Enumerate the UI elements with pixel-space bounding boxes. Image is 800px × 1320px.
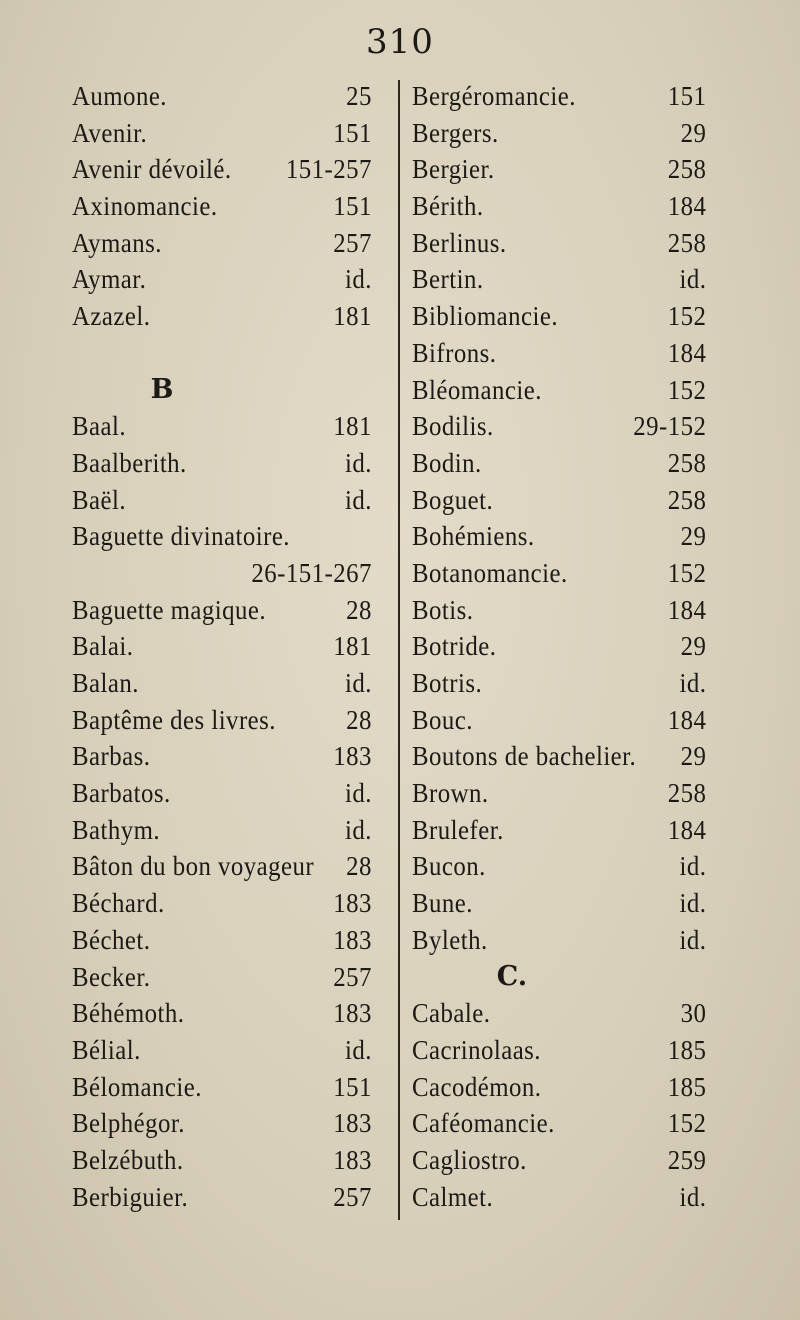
entry-term: Bodilis. xyxy=(412,411,494,442)
blank-line xyxy=(72,335,402,372)
index-entry xyxy=(72,555,376,592)
index-entry xyxy=(72,848,376,885)
entry-page-ref: 28 xyxy=(346,851,372,882)
entry-term: Bifrons. xyxy=(412,337,497,368)
entry-page-ref: 183 xyxy=(333,924,372,955)
entry-page-ref: 184 xyxy=(667,814,707,845)
entry-page-ref: 151 xyxy=(333,117,372,148)
entry-term: Becker. xyxy=(72,961,151,992)
index-entry xyxy=(412,225,706,262)
entry-page-ref: id. xyxy=(344,264,372,295)
index-entry xyxy=(412,298,706,335)
index-entry xyxy=(412,372,706,409)
index-entry xyxy=(72,225,376,262)
entry-term: Botris. xyxy=(412,668,483,698)
index-entry xyxy=(412,482,706,519)
entry-page-ref: id. xyxy=(679,888,707,919)
column-divider xyxy=(398,80,400,1220)
entry-page-ref: id. xyxy=(344,447,372,478)
entry-term: Bérith. xyxy=(412,191,484,222)
entry-page-ref: 152 xyxy=(667,301,707,332)
entry-term: Balai. xyxy=(72,631,134,662)
entry-term: Baptême des livres. xyxy=(72,704,276,735)
index-entry xyxy=(412,115,706,152)
index-entry xyxy=(412,78,706,115)
entry-term: Baguette magique. xyxy=(72,594,267,625)
entry-term: Béchet. xyxy=(72,924,151,955)
entry-page-ref: 183 xyxy=(333,888,372,919)
index-entry xyxy=(412,555,706,592)
entry-term: Béhémoth. xyxy=(72,998,185,1029)
entry-term: Boguet. xyxy=(412,484,494,515)
entry-term: Bergéromancie. xyxy=(412,81,576,111)
index-entry xyxy=(412,665,706,702)
entry-page-ref: 184 xyxy=(667,704,707,735)
entry-page-ref: 29 xyxy=(680,741,707,772)
entry-page-ref: 258 xyxy=(667,778,707,809)
entry-page-ref: id. xyxy=(679,924,707,955)
index-entry xyxy=(412,922,706,959)
index-entry xyxy=(412,738,706,775)
entry-page-ref: 183 xyxy=(333,741,372,772)
entry-term: Bohémiens. xyxy=(412,521,535,552)
index-entry xyxy=(412,1142,706,1179)
index-entry xyxy=(72,738,376,775)
entry-page-ref: 29 xyxy=(680,521,707,552)
index-entry xyxy=(72,1032,376,1069)
index-entry xyxy=(72,775,376,812)
entry-term: Botis. xyxy=(412,594,474,625)
entry-term: Calmet. xyxy=(412,1181,494,1212)
entry-page-ref: 183 xyxy=(333,1108,372,1139)
entry-term: Baalberith. xyxy=(72,447,187,478)
entry-term: Botride. xyxy=(412,631,497,662)
entry-page-ref: 29 xyxy=(680,631,707,662)
entry-page-ref: 152 xyxy=(667,1108,707,1139)
entry-page-ref: id. xyxy=(344,668,372,698)
entry-page-ref: 181 xyxy=(333,301,372,332)
index-entry xyxy=(412,261,706,298)
index-entry xyxy=(72,1142,376,1179)
entry-page-ref: 257 xyxy=(333,961,372,992)
index-entry xyxy=(72,702,376,739)
page-number: 310 xyxy=(366,22,434,62)
entry-page-ref: id. xyxy=(679,264,707,295)
index-entry xyxy=(72,812,376,849)
entry-term: Bergier. xyxy=(412,154,495,185)
entry-page-ref: id. xyxy=(344,1034,372,1065)
entry-page-ref: 26-151-267 xyxy=(251,557,372,588)
entry-term: Aymar. xyxy=(72,264,147,295)
entry-page-ref: 258 xyxy=(667,154,707,185)
index-entry xyxy=(412,775,706,812)
entry-page-ref: 30 xyxy=(680,998,707,1029)
entry-term: Belzébuth. xyxy=(72,1144,184,1175)
index-entry xyxy=(412,592,706,629)
entry-page-ref: 152 xyxy=(667,557,707,588)
entry-page-ref: 259 xyxy=(667,1144,707,1175)
index-entry xyxy=(72,1179,376,1216)
index-entry xyxy=(412,151,706,188)
entry-page-ref: id. xyxy=(344,778,372,809)
entry-page-ref: 29-152 xyxy=(633,411,707,442)
entry-term: Avenir. xyxy=(72,117,148,148)
index-entry xyxy=(72,1105,376,1142)
section-letter-heading: C. xyxy=(496,960,528,992)
entry-page-ref: 28 xyxy=(346,704,372,735)
entry-page-ref: 184 xyxy=(667,594,707,625)
entry-term: Cacodémon. xyxy=(412,1071,542,1102)
index-entry xyxy=(412,408,706,445)
index-entry xyxy=(412,1179,706,1216)
entry-term: Byleth. xyxy=(412,924,488,955)
index-entry xyxy=(72,885,376,922)
entry-term: Bibliomancie. xyxy=(412,301,559,332)
entry-page-ref: 258 xyxy=(667,447,707,478)
index-entry xyxy=(72,298,376,335)
index-entry xyxy=(72,592,376,629)
index-entry xyxy=(412,702,706,739)
entry-term: Aymans. xyxy=(72,227,162,258)
entry-term: Brulefer. xyxy=(412,814,504,845)
entry-term: Aumone. xyxy=(72,81,167,111)
entry-page-ref: 185 xyxy=(667,1034,707,1065)
index-entry xyxy=(412,1105,706,1142)
entry-page-ref: id. xyxy=(679,1181,707,1212)
index-entry xyxy=(72,518,376,555)
entry-page-ref: id. xyxy=(679,668,707,698)
entry-term: Bune. xyxy=(412,888,473,919)
index-entry xyxy=(72,188,376,225)
index-entry xyxy=(412,995,706,1032)
index-entry xyxy=(72,445,376,482)
index-entry xyxy=(412,188,706,225)
entry-term: Berbiguier. xyxy=(72,1181,189,1212)
entry-term: Brown. xyxy=(412,778,489,809)
section-letter-heading: B xyxy=(150,373,174,405)
entry-page-ref: 151 xyxy=(667,81,707,111)
entry-page-ref: 258 xyxy=(667,227,707,258)
index-entry xyxy=(72,665,376,702)
entry-term: Baal. xyxy=(72,411,127,442)
entry-term: Bâton du bon voyageur xyxy=(72,851,315,882)
entry-term: Bélomancie. xyxy=(72,1071,202,1102)
index-entry xyxy=(72,482,376,519)
entry-page-ref: 181 xyxy=(333,411,372,442)
entry-term: Cabale. xyxy=(412,998,491,1029)
entry-term: Bucon. xyxy=(412,851,486,882)
entry-term: Baël. xyxy=(72,484,127,515)
entry-page-ref: 152 xyxy=(667,374,707,405)
entry-term: Barbatos. xyxy=(72,778,171,809)
entry-term: Bergers. xyxy=(412,117,499,148)
entry-page-ref: id. xyxy=(344,484,372,515)
index-entry xyxy=(412,1032,706,1069)
entry-page-ref: 257 xyxy=(333,1181,372,1212)
entry-page-ref: id. xyxy=(679,851,707,882)
index-entry xyxy=(412,518,706,555)
entry-term: Bodin. xyxy=(412,447,482,478)
index-entry xyxy=(72,261,376,298)
entry-page-ref: id. xyxy=(344,814,372,845)
index-entry xyxy=(72,1069,376,1106)
entry-page-ref: 183 xyxy=(333,998,372,1029)
entry-term: Barbas. xyxy=(72,741,151,772)
entry-term: Bouc. xyxy=(412,704,473,735)
entry-page-ref: 28 xyxy=(346,594,372,625)
entry-page-ref: 151-257 xyxy=(285,154,372,185)
index-column-left xyxy=(72,78,402,1215)
entry-term: Avenir dévoilé. xyxy=(72,154,232,185)
index-entry xyxy=(412,628,706,665)
entry-term: Caféomancie. xyxy=(412,1108,555,1139)
entry-term: Berlinus. xyxy=(412,227,507,258)
index-entry xyxy=(72,922,376,959)
index-entry xyxy=(412,885,706,922)
index-entry xyxy=(72,115,376,152)
entry-term: Béchard. xyxy=(72,888,165,919)
entry-term: Axinomancie. xyxy=(72,191,218,222)
index-entry xyxy=(412,812,706,849)
entry-page-ref: 257 xyxy=(333,227,372,258)
index-entry xyxy=(72,78,376,115)
index-column-right xyxy=(412,78,732,1215)
entry-page-ref: 184 xyxy=(667,337,707,368)
index-entry xyxy=(72,408,376,445)
entry-term: Boutons de bachelier. xyxy=(412,741,637,772)
entry-term: Azazel. xyxy=(72,301,151,332)
index-entry xyxy=(72,959,376,996)
index-entry xyxy=(412,335,706,372)
entry-page-ref: 258 xyxy=(667,484,707,515)
index-entry xyxy=(72,628,376,665)
entry-term: Belphégor. xyxy=(72,1108,185,1139)
entry-term: Botanomancie. xyxy=(412,557,568,588)
entry-term: Bathym. xyxy=(72,814,161,845)
entry-page-ref: 184 xyxy=(667,191,707,222)
entry-term: Baguette divinatoire. xyxy=(72,521,290,552)
entry-term: Bélial. xyxy=(72,1034,141,1065)
index-entry xyxy=(412,1069,706,1106)
entry-term: Cacrinolaas. xyxy=(412,1034,541,1065)
entry-page-ref: 151 xyxy=(333,1071,372,1102)
index-entry xyxy=(72,151,376,188)
index-entry xyxy=(412,848,706,885)
entry-term: Bertin. xyxy=(412,264,484,295)
entry-page-ref: 151 xyxy=(333,191,372,222)
entry-page-ref: 25 xyxy=(346,81,372,111)
entry-page-ref: 183 xyxy=(333,1144,372,1175)
entry-page-ref: 181 xyxy=(333,631,372,662)
entry-term: Cagliostro. xyxy=(412,1144,527,1175)
entry-term: Bléomancie. xyxy=(412,374,542,405)
index-entry xyxy=(412,445,706,482)
entry-term: Balan. xyxy=(72,668,139,698)
entry-page-ref: 29 xyxy=(680,117,707,148)
index-entry xyxy=(72,995,376,1032)
entry-page-ref: 185 xyxy=(667,1071,707,1102)
